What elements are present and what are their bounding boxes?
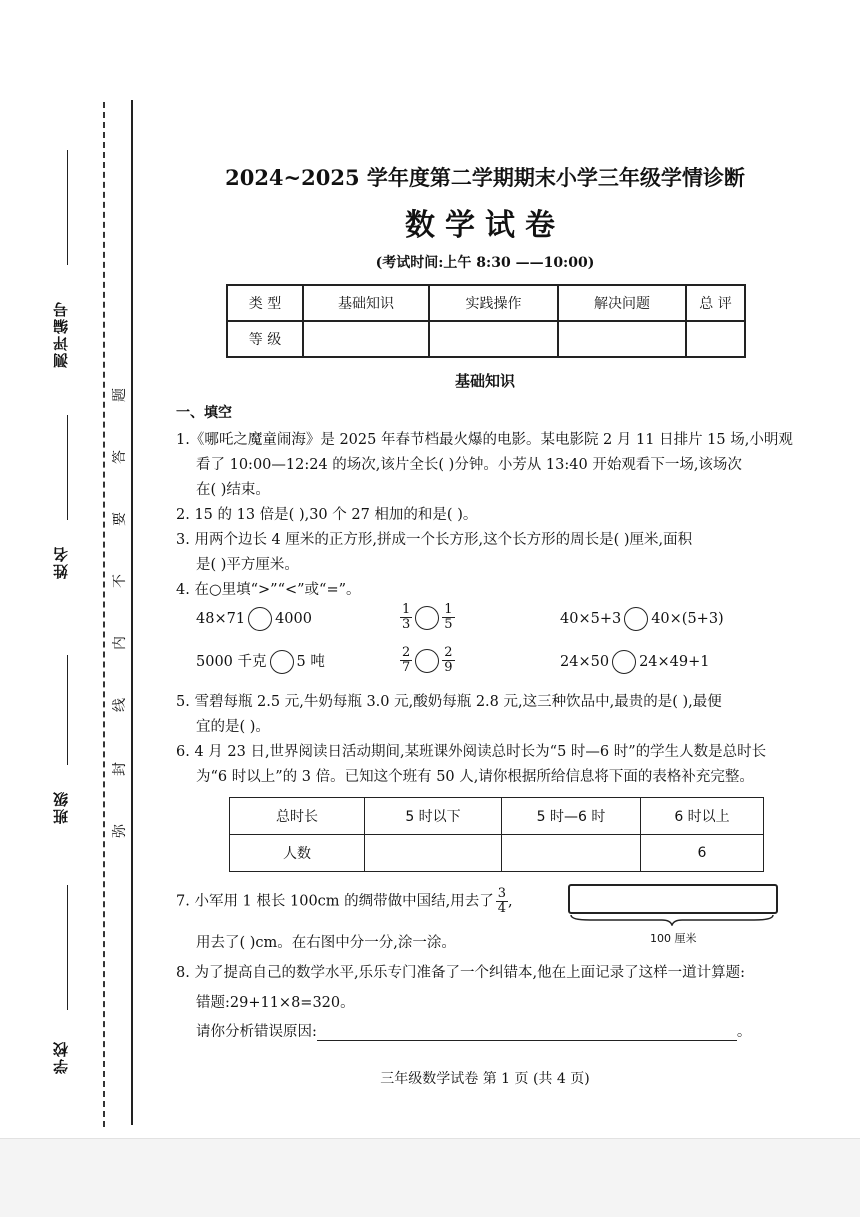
q4-a-left: 48×71 [196,611,246,627]
fold-dotted-line [103,102,105,1127]
compare-circle[interactable] [415,606,439,630]
reading-header-cell: 总时长 [230,798,365,835]
grade-header-cell: 实践操作 [429,285,558,321]
fraction: $\frac{3}{4}$ [497,886,507,916]
q8-line2: 错题:29+11×8=320。 [196,995,355,1011]
grade-input-cell[interactable] [558,321,686,357]
part-title: 一、填空 [176,405,232,421]
grade-input-cell[interactable] [303,321,429,357]
q1-line1: 1.《哪吒之魔童闹海》是 2025 年春节档最火爆的电影。某电影院 2 月 11 日排片 15 场,小明观 [176,432,793,448]
ribbon-length-label: 100 厘米 [650,932,697,945]
grade-table [226,284,746,358]
compare-circle[interactable] [415,649,439,673]
q5-line1: 5. 雪碧每瓶 2.5 元,牛奶每瓶 3.0 元,酸奶每瓶 2.8 元,这三种饮品中,最贵的是( ),最便 [176,694,722,710]
grade-row-label: 等 级 [227,321,303,357]
q4-d-left: 5000 千克 [196,654,267,670]
exam-title: 2024~2025 学年度第二学期期末小学三年级学情诊断 [225,165,745,190]
margin-label-class: 班级 [52,790,70,824]
q4-item-a [196,607,312,631]
q4-f-left: 24×50 [560,654,610,670]
q6-line1: 6. 4 月 23 日,世界阅读日活动期间,某班课外阅读总时长为“5 时—6 时”的学生人数是总时长 [176,744,767,760]
name-blank-line [67,415,68,520]
q4-item-e [400,646,455,675]
seal-char: 弥 [112,824,128,838]
q4-f-right: 24×49+1 [639,654,710,670]
reading-input-cell[interactable] [502,835,641,872]
q4-item-f [560,650,710,674]
seal-char: 线 [112,698,128,712]
grade-input-cell[interactable] [686,321,745,357]
margin-label-id: 测评编号 [52,300,70,368]
q4-item-c [560,607,724,631]
reading-time-table [229,797,764,872]
answer-blank-line[interactable] [317,1040,737,1041]
margin-label-school: 学校 [52,1040,70,1074]
q4-item-d [196,650,325,674]
q4-d-right: 5 吨 [296,654,325,670]
q4-c-left: 40×5+3 [560,611,622,627]
subject-title: 数学试卷 [405,208,565,243]
fraction: $\frac{2}{9}$ [444,645,453,675]
id-blank-line [67,150,68,265]
fraction: $\frac{2}{7}$ [402,645,411,675]
seal-char: 要 [112,512,128,526]
compare-circle[interactable] [624,607,648,631]
fraction: $\frac{1}{5}$ [444,602,453,632]
q4-item-b [400,603,455,632]
page-footer: 三年级数学试卷 第 1 页 (共 4 页) [380,1071,590,1087]
exam-time: (考试时间:上午 8:30 ——10:00) [375,255,595,271]
brace-icon [570,914,774,926]
compare-circle[interactable] [612,650,636,674]
margin-label-name: 姓名 [52,545,70,579]
q3-line1: 3. 用两个边长 4 厘米的正方形,拼成一个长方形,这个长方形的周长是( )厘米,面积 [176,532,693,548]
reading-value-cell: 6 [641,835,764,872]
grade-header-cell: 类 型 [227,285,303,321]
compare-circle[interactable] [270,650,294,674]
seal-char: 题 [112,388,128,402]
q1-line2: 看了 10:00—12:24 的场次,该片全长( )分钟。小芳从 13:40 开始观看下一场,该场次 [196,457,742,473]
q4-prompt: 4. 在○里填“>”“<”或“=”。 [176,582,361,598]
q2-line: 2. 15 的 13 倍是( ),30 个 27 相加的和是( )。 [176,507,478,523]
compare-circle[interactable] [248,607,272,631]
q8-line1: 8. 为了提高自己的数学水平,乐乐专门准备了一个纠错本,他在上面记录了这样一道计算题: [176,965,746,981]
seal-char: 答 [112,450,128,464]
q7-line2: 用去了( )cm。在右图中分一分,涂一涂。 [196,935,456,951]
q7-line1: 7. 小军用 1 根长 100cm 的绸带做中国结,用去了 $\frac{3}{4}$ , [176,886,513,916]
seal-char: 内 [112,636,128,650]
seal-solid-line [131,100,133,1125]
q4-a-right: 4000 [275,611,312,627]
seal-char: 不 [112,574,128,588]
reading-header-cell: 5 时以下 [365,798,502,835]
grade-header-cell: 解决问题 [558,285,686,321]
grade-input-cell[interactable] [429,321,558,357]
grade-header-cell: 基础知识 [303,285,429,321]
class-blank-line [67,655,68,765]
reading-input-cell[interactable] [365,835,502,872]
reading-header-cell: 5 时—6 时 [502,798,641,835]
fraction: $\frac{1}{3}$ [402,602,411,632]
q3-line2: 是( )平方厘米。 [196,557,299,573]
seal-char: 封 [112,762,128,776]
grade-header-cell: 总 评 [686,285,745,321]
q4-c-right: 40×(5+3) [651,611,724,627]
viewer-bottom-area [0,1138,860,1217]
q6-line2: 为“6 时以上”的 3 倍。已知这个班有 50 人,请你根据所给信息将下面的表格补充完整。 [196,769,754,785]
section-title: 基础知识 [454,372,515,390]
reading-header-cell: 6 时以上 [641,798,764,835]
ribbon-diagram[interactable] [568,884,778,914]
reading-row-label: 人数 [230,835,365,872]
q1-line3: 在( )结束。 [196,482,270,498]
q8-line3: 请你分析错误原因: 。 [196,1024,752,1040]
q5-line2: 宜的是( )。 [196,719,270,735]
school-blank-line [67,885,68,1010]
